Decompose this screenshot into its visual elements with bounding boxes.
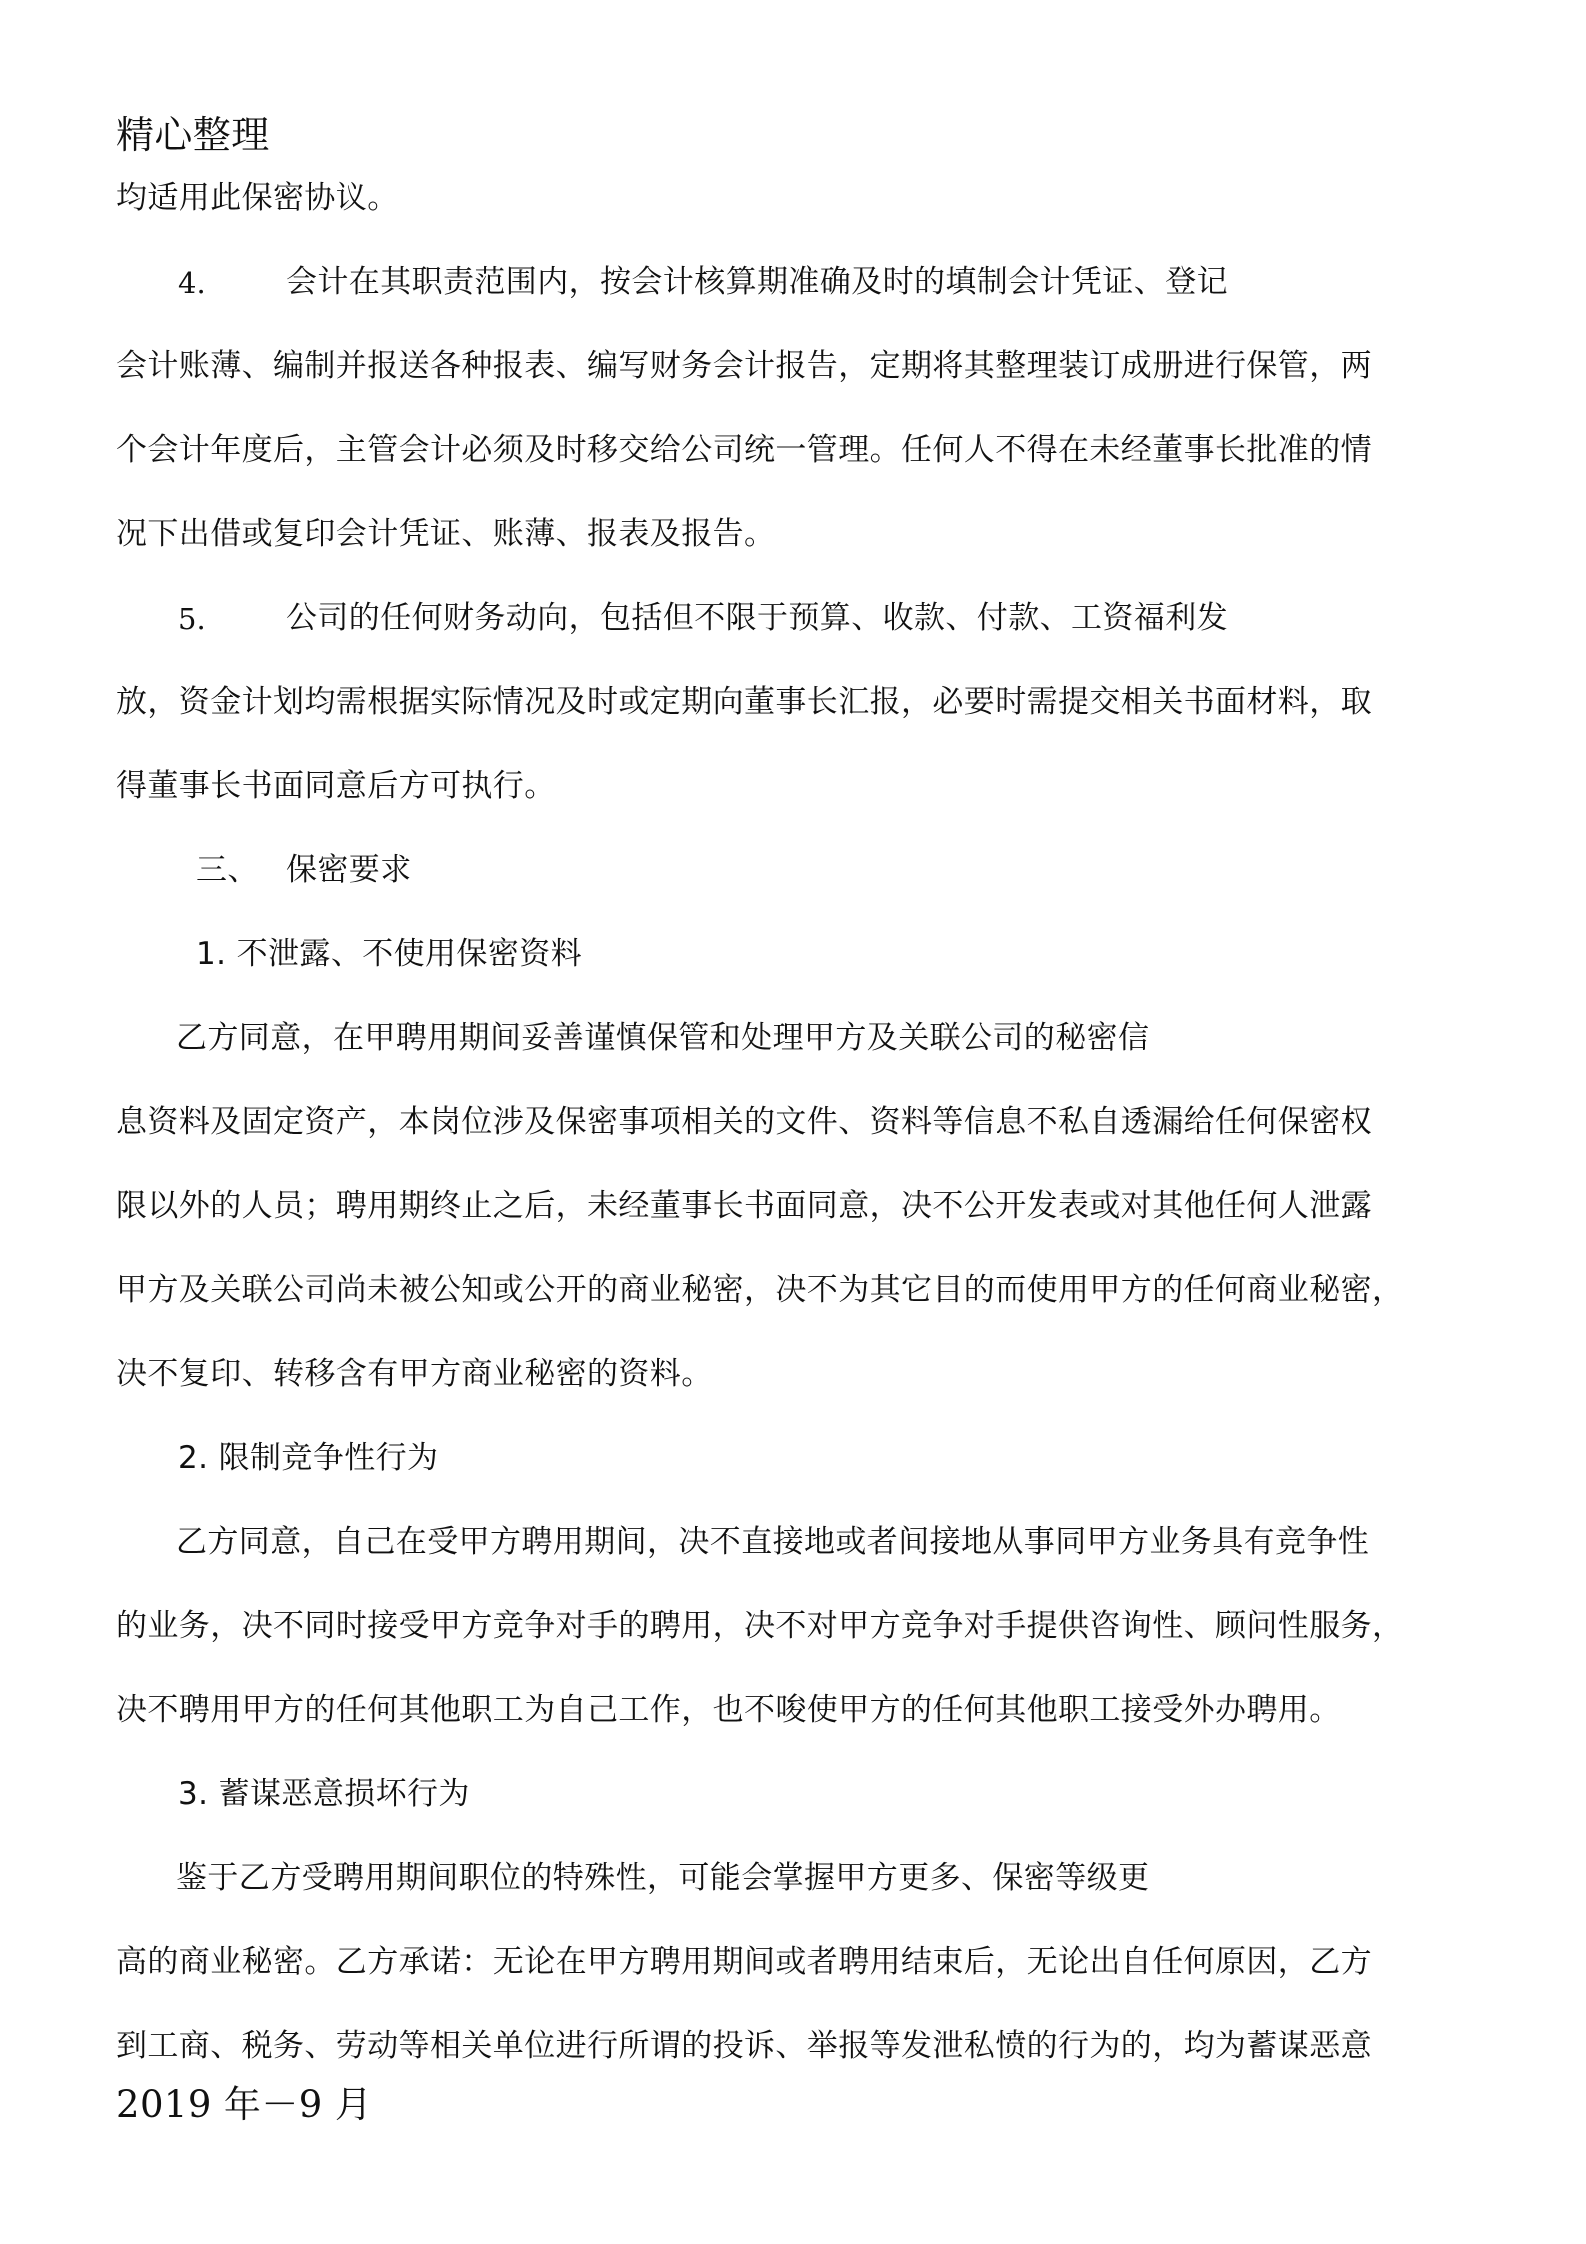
text-line: 决不聘用甲方的任何其他职工为自己工作，也不唆使甲方的任何其他职工接受外办聘用。 xyxy=(116,1692,1341,1728)
subsection-heading: 1. 不泄露、不使用保密资料 xyxy=(196,936,583,972)
section-number: 三、 xyxy=(196,852,259,888)
text-line: 甲方及关联公司尚未被公知或公开的商业秘密，决不为其它目的而使用甲方的任何商业秘密， xyxy=(116,1272,1404,1308)
text-line: 的业务，决不同时接受甲方竞争对手的聘用，决不对甲方竞争对手提供咨询性、顾问性服务， xyxy=(116,1608,1404,1644)
text-line: 放，资金计划均需根据实际情况及时或定期向董事长汇报，必要时需提交相关书面材料，取 xyxy=(116,684,1372,720)
text-line: 到工商、税务、劳动等相关单位进行所谓的投诉、举报等发泄私愤的行为的，均为蓄谋恶意 xyxy=(116,2028,1372,2064)
text-line: 乙方同意，在甲聘用期间妥善谨慎保管和处理甲方及关联公司的秘密信 xyxy=(176,1020,1150,1056)
page-footer-date: 2019 年－9 月 xyxy=(116,2083,373,2126)
text-line: 个会计年度后，主管会计必须及时移交给公司统一管理。任何人不得在未经董事长批准的情 xyxy=(116,432,1372,468)
text-line: 决不复印、转移含有甲方商业秘密的资料。 xyxy=(116,1356,713,1392)
text-line: 乙方同意，自己在受甲方聘用期间，决不直接地或者间接地从事同甲方业务具有竞争性 xyxy=(176,1524,1370,1560)
text-line: 况下出借或复印会计凭证、账薄、报表及报告。 xyxy=(116,516,776,552)
section-heading: 保密要求 xyxy=(286,852,412,888)
text-line: 均适用此保密协议。 xyxy=(116,180,399,216)
text-line: 息资料及固定资产，本岗位涉及保密事项相关的文件、资料等信息不私自透漏给任何保密权 xyxy=(116,1104,1372,1140)
text-line: 得董事长书面同意后方可执行。 xyxy=(116,768,556,804)
item-number: 4. xyxy=(178,266,206,300)
subsection-heading: 3. 蓄谋恶意损坏行为 xyxy=(178,1776,470,1812)
page-header: 精心整理 xyxy=(116,113,270,157)
item-number: 5. xyxy=(178,602,206,636)
text-line: 鉴于乙方受聘用期间职位的特殊性，可能会掌握甲方更多、保密等级更 xyxy=(176,1860,1150,1896)
text-line: 会计在其职责范围内，按会计核算期准确及时的填制会计凭证、登记 xyxy=(286,264,1228,300)
text-line: 公司的任何财务动向，包括但不限于预算、收款、付款、工资福利发 xyxy=(286,600,1228,636)
subsection-heading: 2. 限制竞争性行为 xyxy=(178,1440,439,1476)
text-line: 限以外的人员；聘用期终止之后，未经董事长书面同意，决不公开发表或对其他任何人泄露 xyxy=(116,1188,1372,1224)
text-line: 会计账薄、编制并报送各种报表、编写财务会计报告，定期将其整理装订成册进行保管，两 xyxy=(116,348,1372,384)
text-line: 高的商业秘密。乙方承诺：无论在甲方聘用期间或者聘用结束后，无论出自任何原因，乙方 xyxy=(116,1944,1372,1980)
